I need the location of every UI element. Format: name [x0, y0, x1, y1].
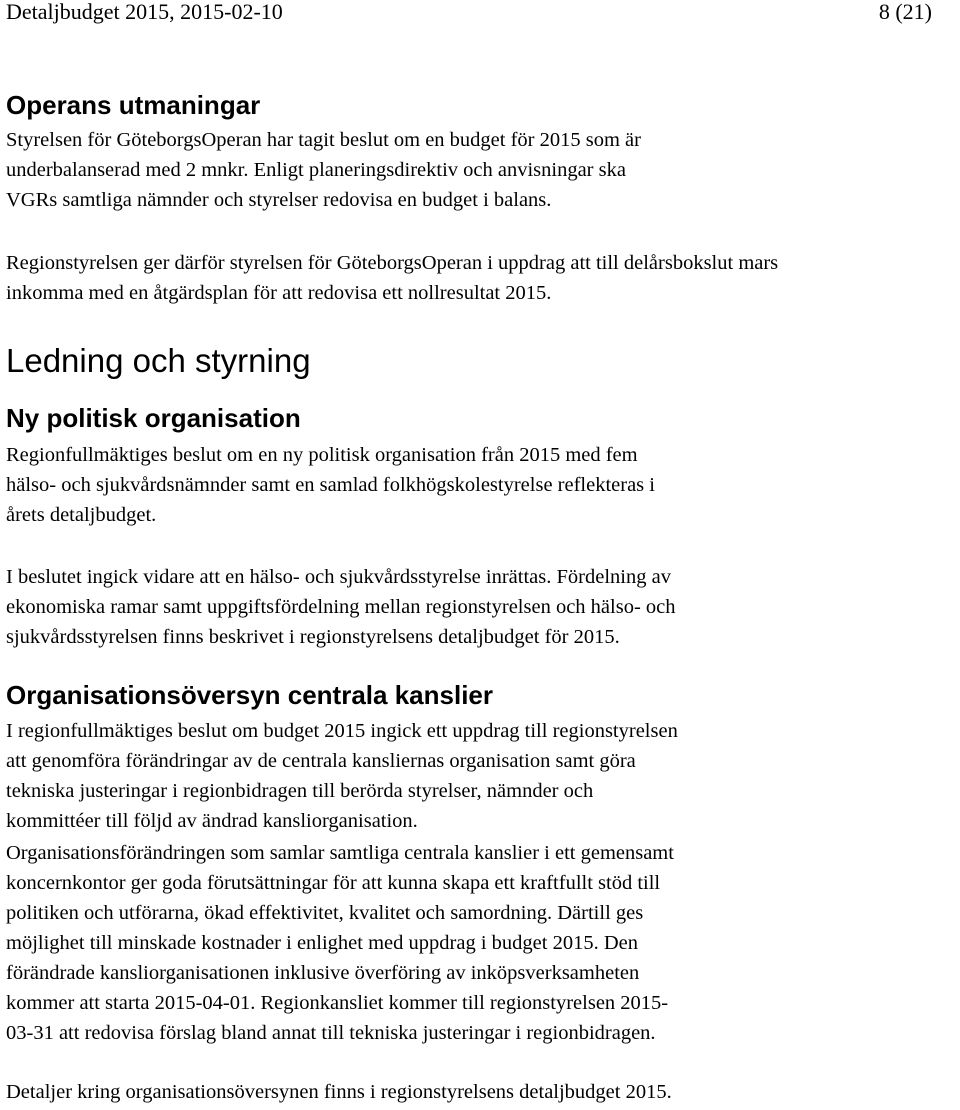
text-line: I beslutet ingick vidare att en hälso- och sjukvårdsstyrelse inrättas. Fördelning av [6, 566, 671, 588]
heading-ny-politisk-organisation: Ny politisk organisation [6, 403, 301, 433]
text-line: VGRs samtliga nämnder och styrelser redovisa en budget i balans. [6, 189, 552, 211]
text-line: Regionfullmäktiges beslut om en ny politisk organisation från 2015 med fem [6, 444, 638, 466]
text-line: politiken och utförarna, ökad effektivitet, kvalitet och samordning. Därtill ges [6, 902, 644, 924]
text-line: kommittéer till följd av ändrad kansliorganisation. [6, 810, 418, 832]
heading-organisationsoversyn: Organisationsöversyn centrala kanslier [6, 680, 493, 710]
text-line: sjukvårdsstyrelsen finns beskrivet i regionstyrelsens detaljbudget för 2015. [6, 626, 620, 648]
paragraph-operan-2 [6, 248, 956, 308]
text-line: inkomma med en åtgärdsplan för att redovisa ett nollresultat 2015. [6, 282, 552, 304]
text-line: Regionstyrelsen ger därför styrelsen för GöteborgsOperan i uppdrag att till delårsbokslut mars [6, 252, 779, 274]
text-line: möjlighet till minskade kostnader i enlighet med uppdrag i budget 2015. Den [6, 932, 638, 954]
text-line: hälso- och sjukvårdsnämnder samt en samlad folkhögskolestyrelse reflekteras i [6, 474, 655, 496]
paragraph-kanslier-1 [6, 716, 956, 836]
text-line: att genomföra förändringar av de centrala kansliernas organisation samt göra [6, 750, 636, 772]
text-line: Detaljer kring organisationsöversynen finns i regionstyrelsens detaljbudget 2015. [6, 1081, 672, 1103]
text-line: Styrelsen för GöteborgsOperan har tagit beslut om en budget för 2015 som är [6, 129, 641, 151]
paragraph-kanslier-2 [6, 838, 956, 1048]
paragraph-politisk-1 [6, 440, 956, 530]
text-line: I regionfullmäktiges beslut om budget 2015 ingick ett uppdrag till regionstyrelsen [6, 720, 678, 742]
text-line: tekniska justeringar i regionbidragen till berörda styrelser, nämnder och [6, 780, 594, 802]
text-line: 03-31 att redovisa förslag bland annat till tekniska justeringar i regionbidragen. [6, 1022, 656, 1044]
text-line: Organisationsförändringen som samlar samtliga centrala kanslier i ett gemensamt [6, 842, 674, 864]
page-header [6, 0, 932, 28]
document-title: Detaljbudget 2015, 2015-02-10 [6, 0, 283, 24]
text-line: kommer att starta 2015-04-01. Regionkansliet kommer till regionstyrelsen 2015- [6, 992, 669, 1014]
text-line: underbalanserad med 2 mnkr. Enligt planeringsdirektiv och anvisningar ska [6, 159, 626, 181]
text-line: koncernkontor ger goda förutsättningar för att kunna skapa ett kraftfullt stöd till [6, 872, 661, 894]
paragraph-operan-1 [6, 125, 956, 215]
text-line: förändrade kansliorganisationen inklusive överföring av inköpsverksamheten [6, 962, 640, 984]
heading-ledning-och-styrning: Ledning och styrning [6, 342, 311, 379]
paragraph-politisk-2 [6, 562, 956, 652]
heading-operans-utmaningar: Operans utmaningar [6, 90, 261, 120]
paragraph-kanslier-3 [6, 1077, 956, 1107]
page-number: 8 (21) [878, 0, 932, 24]
text-line: ekonomiska ramar samt uppgiftsfördelning mellan regionstyrelsen och hälso- och [6, 596, 676, 618]
text-line: årets detaljbudget. [6, 504, 157, 526]
